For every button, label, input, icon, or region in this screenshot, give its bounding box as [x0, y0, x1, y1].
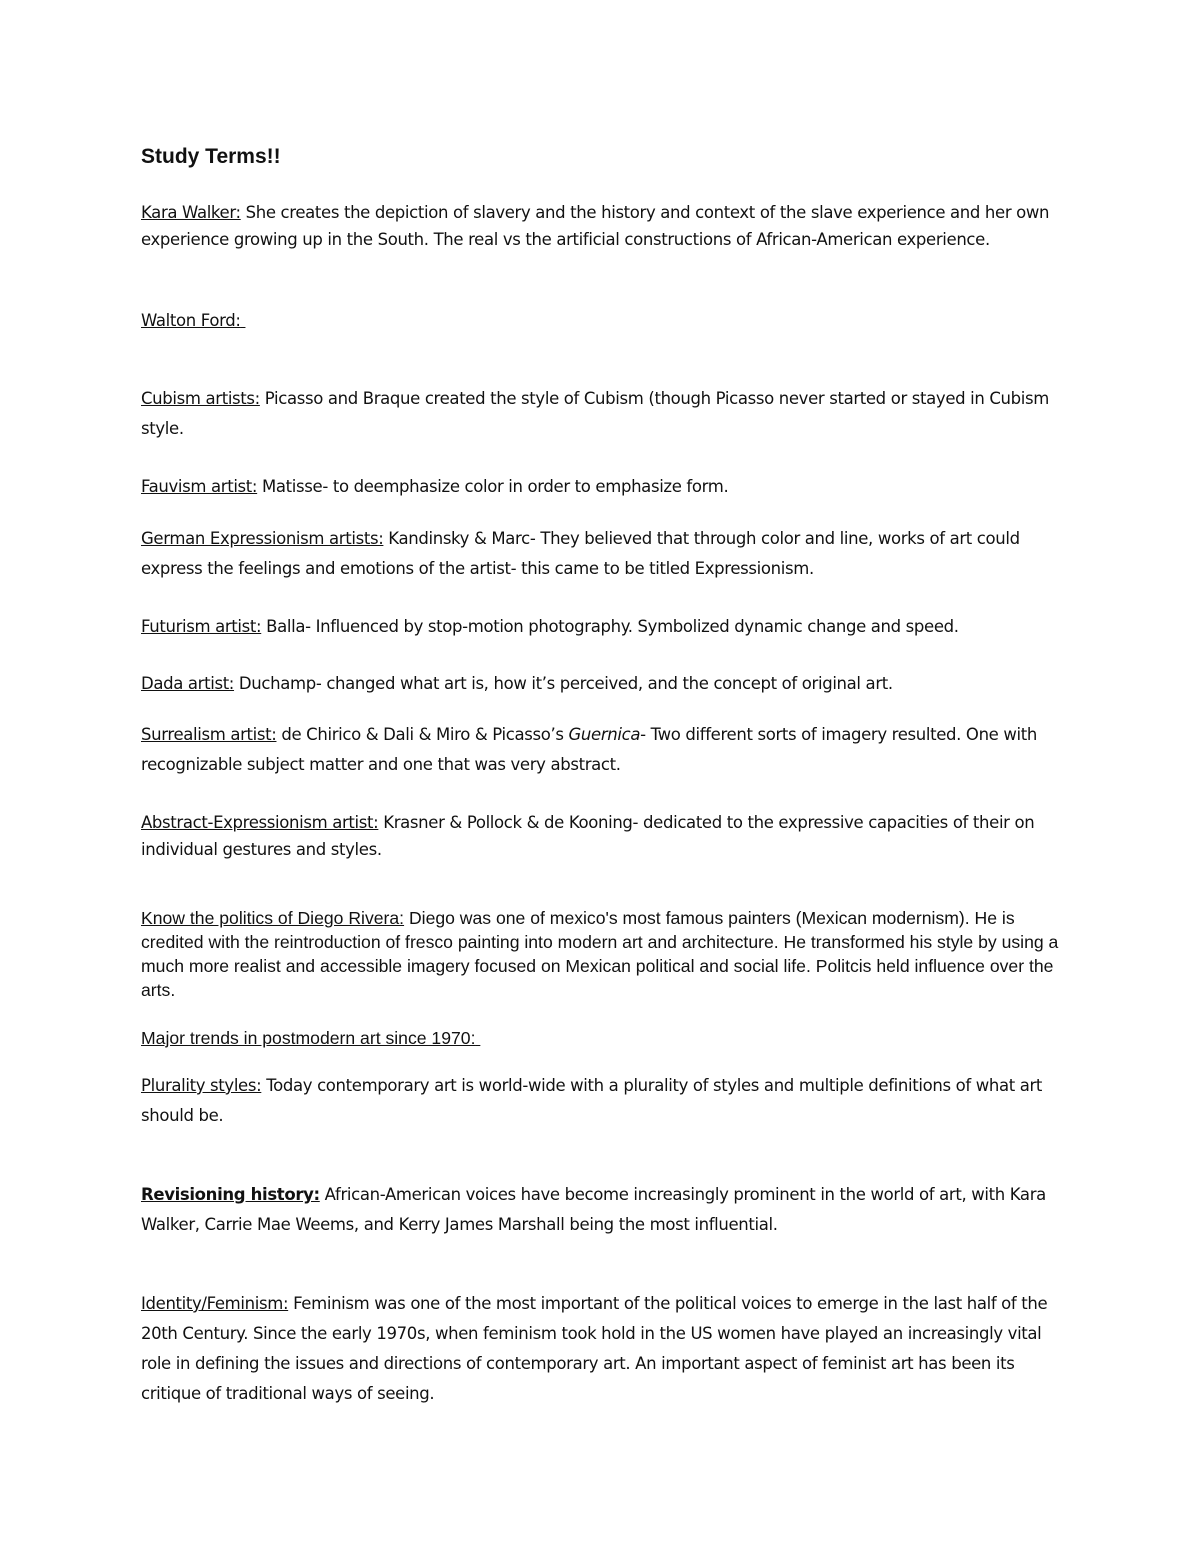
term-label: Cubism artists:: [141, 389, 260, 408]
term-label: Surrealism artist:: [141, 725, 277, 744]
term-definition: Picasso and Braque created the style of Cubism (though Picasso never started or stayed in Cubism style.: [141, 389, 1049, 438]
term-label: Revisioning history:: [141, 1185, 320, 1204]
term-definition: Today contemporary art is world-wide with a plurality of styles and multiple definitions of what art should be.: [141, 1076, 1043, 1125]
term-label: Abstract-Expressionism artist:: [141, 813, 379, 832]
term-definition: Diego was one of mexico's most famous painters (Mexican modernism). He is credited with the reintroduction of fresco painting into modern art and architecture. He transformed his style by using a much more realist and accessible imagery focused on Mexican political and social life. Politcis held influence over the arts.: [141, 908, 1059, 1000]
term-label: Plurality styles:: [141, 1076, 262, 1095]
entry-cubism: [141, 384, 1071, 444]
entry-identity-feminism: [141, 1289, 1071, 1409]
entry-postmodern-trends: [141, 1026, 1071, 1050]
entry-futurism: [141, 613, 1071, 640]
term-label: Walton Ford:: [141, 311, 241, 330]
entry-dada: [141, 670, 1071, 697]
term-label: Kara Walker:: [141, 203, 241, 222]
term-definition-part: - Two different sorts of imagery resulted. One with recognizable subject matter and one that was very abstract.: [141, 725, 1037, 774]
term-label: Dada artist:: [141, 674, 235, 693]
term-definition: Duchamp- changed what art is, how it’s perceived, and the concept of original art.: [234, 674, 893, 693]
entry-walton-ford: [141, 307, 1071, 334]
term-definition: Matisse- to deemphasize color in order to emphasize form.: [257, 477, 729, 496]
term-definition: African-American voices have become increasingly prominent in the world of art, with Kara Walker, Carrie Mae Weems, and Kerry James Marshall being the most influential.: [141, 1185, 1046, 1234]
term-definition: Feminism was one of the most important of the political voices to emerge in the last half of the 20th Century. Since the early 1970s, when feminism took hold in the US women have played an increasingly vital role in defining the issues and directions of contemporary art. An important aspect of feminist art has been its critique of traditional ways of seeing.: [141, 1294, 1048, 1403]
term-definition: Kandinsky & Marc- They believed that through color and line, works of art could express the feelings and emotions of the artist- this came to be titled Expressionism.: [141, 529, 1020, 578]
term-label: Know the politics of Diego Rivera:: [141, 908, 405, 928]
term-trailing-space: [241, 311, 246, 330]
term-label: Identity/Feminism:: [141, 1294, 289, 1313]
term-label: German Expressionism artists:: [141, 529, 384, 548]
term-trailing-space: [475, 1028, 480, 1048]
entry-diego-rivera: [141, 906, 1071, 1002]
entry-surrealism: [141, 720, 1071, 780]
artwork-title: Guernica: [568, 725, 641, 744]
entry-german-expressionism: [141, 524, 1071, 584]
entry-plurality: [141, 1071, 1071, 1131]
document-title: Study Terms!!: [141, 145, 281, 168]
term-definition: She creates the depiction of slavery and the history and context of the slave experience and her own experience growing up in the South. The real vs the artificial constructions of African-American experience.: [141, 203, 1050, 249]
term-definition: Balla- Influenced by stop-motion photography. Symbolized dynamic change and speed.: [261, 617, 959, 636]
term-label: Fauvism artist:: [141, 477, 258, 496]
entry-abstract-expressionism: [141, 809, 1071, 863]
term-label: Major trends in postmodern art since 1970:: [141, 1028, 476, 1048]
term-label: Futurism artist:: [141, 617, 262, 636]
entry-revisioning-history: [141, 1180, 1071, 1240]
term-definition-part: de Chirico & Dali & Miro & Picasso’s: [276, 725, 569, 744]
term-definition: Krasner & Pollock & de Kooning- dedicated to the expressive capacities of their on individual gestures and styles.: [141, 813, 1035, 859]
entry-kara-walker: [141, 199, 1071, 253]
entry-fauvism: [141, 473, 1071, 500]
